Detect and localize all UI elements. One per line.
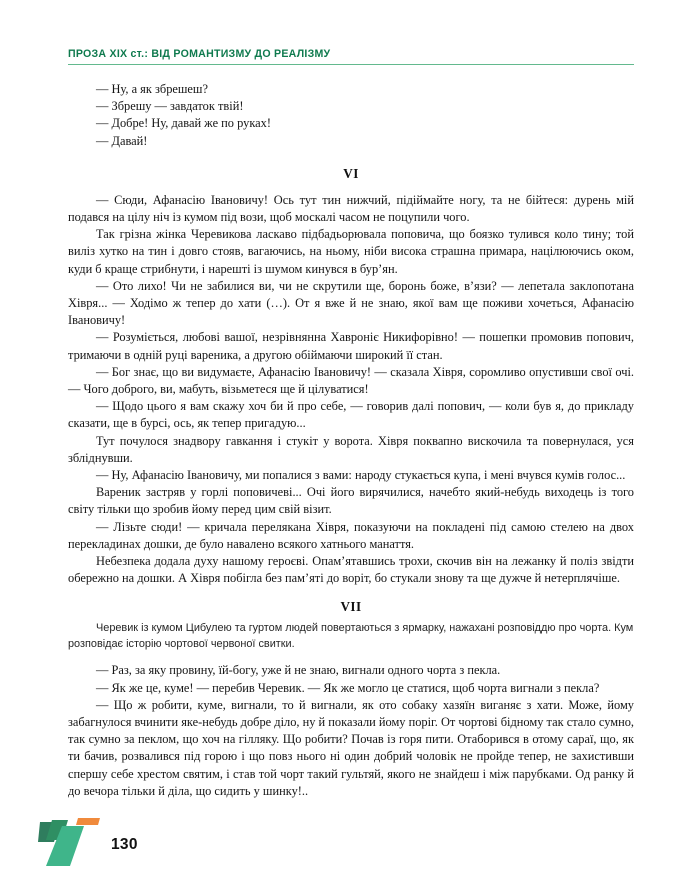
spacer [68, 182, 634, 192]
dialogue-block-top [68, 81, 634, 150]
section-numeral-vii: VII [340, 599, 362, 615]
page-content [68, 81, 634, 800]
publisher-logo-icon [38, 816, 106, 874]
paragraph: — Щодо цього я вам скажу хоч би й про себе, — говорив далі попович, — коли був я, до прикладу сказати, ще в бурсі, ось, як тепер пригадую... [68, 399, 634, 431]
dialogue-line: — Давай! [96, 133, 148, 148]
dialogue-line: — Збрешу — завдаток твій! [96, 99, 244, 114]
paragraph: Тут почулося знадвору гавкання і стукіт у ворота. Хівря поквапно вискочила та повернулася, уся збліднувши. [68, 433, 634, 465]
dialogue-line: — Ну, а як збрешеш? [96, 82, 208, 96]
paragraph: — Лізьте сюди! — кричала перелякана Хівря, показуючи на покладені під самою стелею на двох перекладинах дошки, де було навалено всякого хатнього манаття. [68, 519, 634, 551]
page-footer [38, 816, 238, 878]
paragraph: Небезпека додала духу нашому героєві. Опам’ятавшись трохи, скочив він на лежанку й поліз звідти обережно на дошки. А Хівря побігла без пам’яті до воріт, бо стукали знову та ще дужче й нетерплячіше. [68, 554, 634, 586]
header-divider [68, 64, 634, 65]
paragraph: Вареник застряв у горлі поповичеві... Очі його вирячилися, начебто який-небудь виходець із того світу тільки що зробив йому перед цим свій візит. [68, 485, 634, 517]
paragraph: — Що ж робити, куме, вигнали, то й вигнали, як ото собаку хазяїн виганяє з хати. Може, йому забагнулося вчинити яке-небудь добре діло, ну й показали йому поріг. От чортові бідному так стало сумно, так сумно за пеклом, що хоч на гілляку. Що робити? Почав із горя пити. Отаборився в отому сараї, що, як ти бачив, розвалився під горою і що повз нього ні один добрий чоловік не пройде тепер, не захистивши спершу себе хрестом святим, і став той чорт такий гультяй, якого не знайдеш і між парубками. Од ранку й до вечора тільки й діла, що сидить у шинку!.. [68, 697, 634, 798]
paragraph: — Як же це, куме! — перебив Черевик. — Як же могло це статися, щоб чорта вигнали з пекла? [96, 680, 600, 695]
section-numeral-vi: VI [343, 165, 359, 181]
paragraph: — Раз, за яку провину, їй-богу, уже й не знаю, вигнали одного чорта з пекла. [96, 663, 501, 678]
paragraph: — Сюди, Афанасію Івановичу! Ось тут тин нижчий, підіймайте ногу, та не бійтеся: дурень мій подався на цілу ніч із кумом під вози, щоб москалі часом не поцупили чого. [68, 192, 634, 225]
spacer [68, 652, 634, 662]
paragraph: — Ну, Афанасію Івановичу, ми попалися з вами: народу стукається купа, і мені вчувся кумів голос... [96, 468, 626, 483]
paragraph: — Розуміється, любові вашої, незрівнянна Хавроніє Никифорівно! — пошепки промовив попович, тримаючи в одній руці вареника, а другою обіймаючи широкий її стан. [68, 330, 634, 362]
paragraph: Так грізна жінка Черевикова ласкаво підбадьорювала поповича, що боязко тулився коло тину; той виліз хутко на тин і довго стояв, вагаючись, на ньому, ніби висока страшна примара, націлюючись оком, куди б краще стрибнути, і нарешті із шумом кинувся в бур’ян. [68, 227, 634, 276]
section-summary: Черевик із кумом Цибулею та гуртом людей повертаються з ярмарку, нажахані розповіддю про чорта. Кум розповідає історію чортової червоної свитки. [68, 622, 634, 650]
running-header [68, 48, 634, 65]
paragraph: — Бог знає, що ви видумаєте, Афанасію Івановичу! — сказала Хівря, соромливо опустивши свої очі. — Чого доброго, ви, мабуть, візьметеся ще й цілуватися! [68, 364, 634, 397]
page-number: 130 [111, 836, 138, 853]
dialogue-line: — Добре! Ну, давай же по руках! [96, 116, 271, 131]
running-header-title: ПРОЗА XIX ст.: ВІД РОМАНТИЗМУ ДО РЕАЛІЗМУ [68, 48, 331, 60]
paragraph: — Ото лихо! Чи не забилися ви, чи не скрутили ще, боронь боже, в’язи? — лепетала заклопотана Хівря... — Ходімо ж тепер до хати (…). От я вже й не знаю, якої вам ще поживи хочеться, Афанасію Івановичу! [68, 278, 634, 328]
spacer [68, 150, 634, 166]
spacer [68, 587, 634, 599]
